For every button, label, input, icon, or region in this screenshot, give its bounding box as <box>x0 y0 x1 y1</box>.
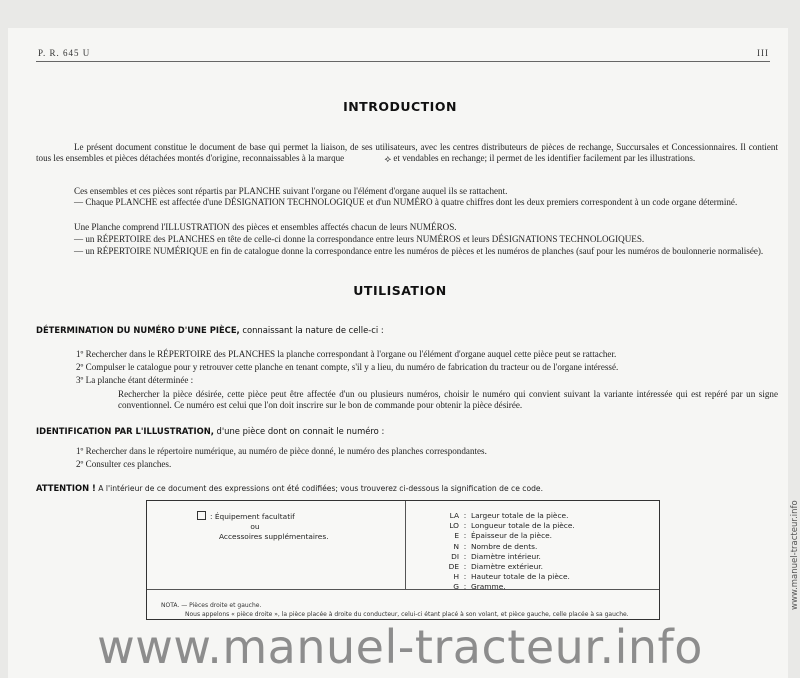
introduction-title: INTRODUCTION <box>343 99 457 114</box>
reference-code: P. R. 645 U <box>38 48 91 58</box>
abbreviation-meaning: Gramme. <box>471 582 506 592</box>
accessories-legend: Accessoires supplémentaires. <box>219 532 329 541</box>
abbreviation-meaning: Diamètre extérieur. <box>471 562 543 572</box>
abbreviation-code: LA <box>449 511 459 520</box>
abbreviation-row <box>437 572 575 582</box>
abbreviation-colon: : <box>463 511 467 520</box>
identification-step-1: 1º Rechercher dans le répertoire numérique, au numéro de pièce donné, le numéro des planches correspondantes. <box>76 446 487 456</box>
page-number: III <box>757 48 769 58</box>
abbreviation-colon: : <box>463 572 467 582</box>
abbreviation-row <box>437 521 575 531</box>
abbreviation-row <box>437 562 575 572</box>
identification-step-2: 2º Consulter ces planches. <box>76 459 172 469</box>
abbreviation-colon: : <box>463 582 467 592</box>
abbreviation-row <box>437 542 575 552</box>
abbreviation-code: G <box>453 582 459 592</box>
intro-paragraph-6: — un RÉPERTOIRE NUMÉRIQUE en fin de catalogue donne la correspondance entre les numéros de pièces et les numéros de planches (sauf pour les numéros de boulonnerie normalisée). <box>74 246 764 256</box>
abbreviation-meaning: Diamètre intérieur. <box>471 551 541 561</box>
intro-paragraph-1: Le présent document constitue le document de base qui permet la liaison, de ses utilisateurs, avec les centres distributeurs de pièces de rechange, Succursales et Concessionnaires. Il contient tous les ensembles et pièces détachées montés d'origine, reconnaissables à la marque ⟡ et vendables en rechange; il permet de les identifier facilement par les illustrations. <box>36 142 778 165</box>
abbreviation-row <box>437 552 575 562</box>
abbreviation-meaning: Hauteur totale de la pièce. <box>471 572 570 582</box>
step-1: 1º Rechercher dans le RÉPERTOIRE des PLANCHES la planche correspondant à l'organe ou l'élément d'organe auquel cette pièce peut se rattacher. <box>76 349 617 359</box>
nota-note: NOTA. — Pièces droite et gauche. Nous appelons « pièce droite », la pièce placée à droite du conducteur, celui-ci étant placé à son volant, et pièce gauche, celle placée à sa gauche. <box>161 602 629 618</box>
square-symbol-icon <box>197 511 206 520</box>
legend-divider <box>405 501 406 589</box>
abbreviation-colon: : <box>463 541 467 551</box>
determination-heading: DÉTERMINATION DU NUMÉRO D'UNE PIÈCE, connaissant la nature de celle-ci : <box>36 325 384 335</box>
abbreviation-meaning: Longueur totale de la pièce. <box>471 521 575 531</box>
abbreviation-meaning: Nombre de dents. <box>471 541 538 551</box>
side-watermark: www.manuel-tracteur.info <box>790 500 800 610</box>
abbreviation-row <box>437 582 575 592</box>
utilisation-title: UTILISATION <box>353 283 447 298</box>
abbreviation-code: LO <box>449 521 459 531</box>
step-3: 3º La planche étant déterminée : <box>76 375 194 385</box>
header-rule <box>36 61 770 62</box>
intro-paragraph-2: Ces ensembles et ces pièces sont répartis par PLANCHE suivant l'organe ou l'élément d'organe auquel ils se rattachent. <box>74 186 508 196</box>
abbreviation-meaning: Largeur totale de la pièce. <box>471 511 569 520</box>
abbreviation-meaning: Épaisseur de la pièce. <box>471 531 553 541</box>
legend-rule <box>147 589 659 590</box>
site-watermark: www.manuel-tracteur.info <box>97 620 703 674</box>
abbreviation-colon: : <box>463 521 467 531</box>
abbreviation-list <box>437 511 575 593</box>
abbreviation-code: N <box>453 541 459 551</box>
abbreviation-code: DE <box>448 562 459 572</box>
abbreviation-code: H <box>453 572 459 582</box>
code-legend-box <box>146 500 660 620</box>
abbreviation-row <box>437 531 575 541</box>
intro-paragraph-5: — un RÉPERTOIRE des PLANCHES en tête de celle-ci donne la correspondance entre leurs NUMÉROS et leurs DÉSIGNATIONS TECHNOLOGIQUES. <box>74 234 645 244</box>
intro-paragraph-4: Une Planche comprend l'ILLUSTRATION des pièces et ensembles affectés chacun de leurs NUMÉROS. <box>74 222 457 232</box>
abbreviation-code: DI <box>451 551 459 561</box>
legend-or: ou <box>250 522 260 531</box>
abbreviation-code: E <box>454 531 459 541</box>
abbreviation-colon: : <box>463 562 467 572</box>
abbreviation-colon: : <box>463 531 467 541</box>
optional-equipment-legend: : Équipement facultatif <box>197 511 295 522</box>
manufacturer-logo-icon: ⟡ <box>384 154 392 165</box>
abbreviation-row <box>437 511 575 521</box>
step-2: 2º Compulser le catalogue pour y retrouver cette planche en tenant compte, s'il y a lieu, du numéro de fabrication du tracteur ou de l'organe intéressé. <box>76 362 619 372</box>
step-3-detail: Rechercher la pièce désirée, cette pièce peut être affectée d'un ou plusieurs numéros, choisir le numéro qui convient suivant la variante intéressée qui est repéré par un signe conventionnel. Ce numéro est celui que l'on doit inscrire sur le bon de commande pour obtenir la pièce désirée. <box>118 389 778 410</box>
intro-paragraph-3: — Chaque PLANCHE est affectée d'une DÉSIGNATION TECHNOLOGIQUE et d'un NUMÉRO à quatre chiffres dont les deux premiers correspondent à un code organe déterminé. <box>74 197 738 207</box>
abbreviation-colon: : <box>463 551 467 561</box>
identification-heading: IDENTIFICATION PAR L'ILLUSTRATION, d'une pièce dont on connait le numéro : <box>36 426 385 436</box>
attention-note: ATTENTION ! A l'intérieur de ce document des expressions ont été codifiées; vous trouverez ci-dessous la signification de ce code. <box>36 483 544 493</box>
